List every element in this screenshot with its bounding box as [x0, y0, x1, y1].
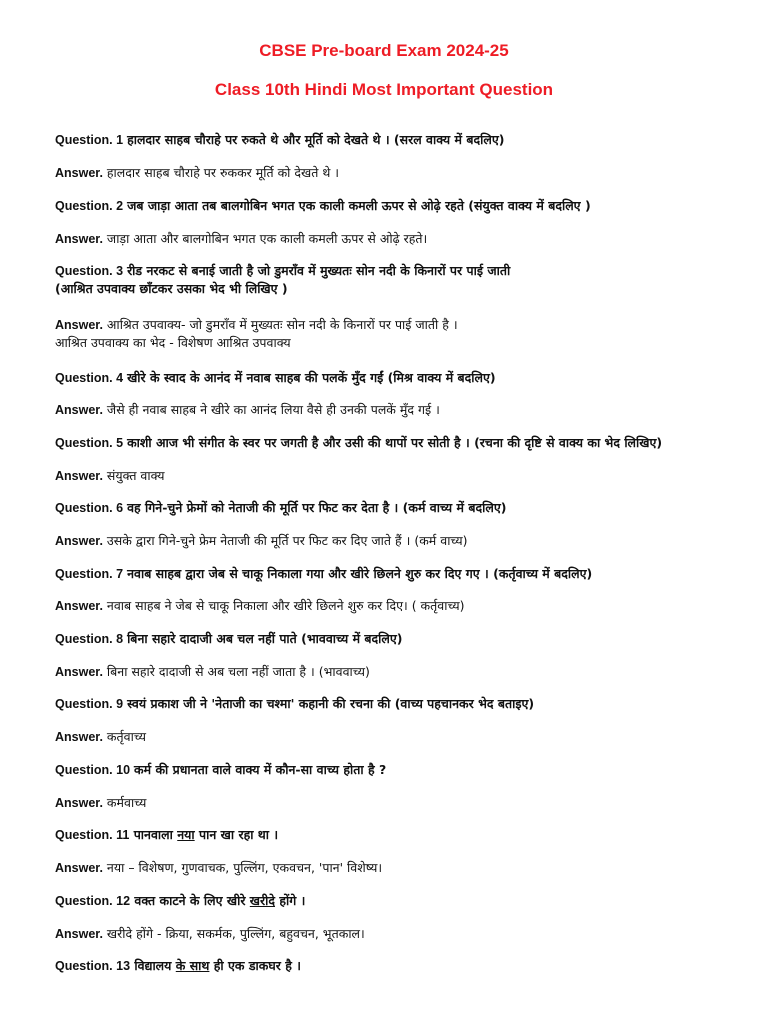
question-label: Question. 10	[55, 763, 131, 777]
question-text: वह गिने-चुने फ्रेमों को नेताजी की मूर्ति पर फिट कर देता है । (कर्म वाच्य में बदलिए)	[127, 500, 507, 515]
question-label: Question. 7	[55, 567, 124, 581]
question-text-end: पान खा रहा था ।	[194, 827, 279, 842]
question-7	[55, 565, 745, 583]
question-12	[55, 892, 745, 910]
question-10	[55, 761, 745, 779]
answer-text: कर्मवाच्य	[106, 795, 147, 810]
answer-text: उसके द्वारा गिने-चुने फ्रेम नेताजी की मूर्ति पर फिट कर दिए जाते हैं । (कर्म वाच्य)	[106, 533, 468, 548]
answer-label: Answer.	[55, 599, 103, 613]
answer-6	[55, 532, 745, 550]
answer-2	[55, 230, 745, 248]
answer-8	[55, 663, 745, 681]
question-label: Question. 6	[55, 501, 124, 515]
question-label: Question. 11	[55, 828, 130, 842]
question-text-end: ही एक डाकघर है ।	[209, 958, 301, 973]
question-label: Question. 13	[55, 959, 131, 973]
answer-text: बिना सहारे दादाजी से अब चला नहीं जाता है । (भाववाच्य)	[106, 664, 370, 679]
question-label: Question. 9	[55, 697, 124, 711]
answer-10	[55, 794, 745, 812]
answer-label: Answer.	[55, 166, 103, 180]
answer-label: Answer.	[55, 318, 103, 332]
answer-9	[55, 728, 745, 746]
page-title: CBSE Pre-board Exam 2024-25	[259, 41, 509, 60]
question-1	[55, 131, 745, 149]
answer-5	[55, 467, 745, 485]
question-text: जब जाड़ा आता तब बालगोबिन भगत एक काली कमली ऊपर से ओढ़े रहते (संयुक्त वाक्य में बदलिए )	[127, 198, 591, 213]
answer-label: Answer.	[55, 796, 103, 810]
question-text-start: पानवाला	[129, 827, 178, 842]
question-text-end: होंगे ।	[275, 893, 306, 908]
question-label: Question. 8	[55, 632, 124, 646]
answer-12	[55, 925, 745, 943]
question-4	[55, 369, 745, 387]
question-label: Question. 4	[55, 371, 124, 385]
question-text: स्वयं प्रकाश जी ने 'नेताजी का चश्मा' कहानी की रचना की (वाच्य पहचानकर भेद बताइए)	[127, 696, 535, 711]
question-text: रीड नरकट से बनाई जाती है जो डुमराँव में मुख्यतः सोन नदी के किनारों पर पाई जाती	[127, 263, 511, 278]
answer-label: Answer.	[55, 469, 103, 483]
question-13	[55, 957, 745, 975]
answer-text: जाड़ा आता और बालगोबिन भगत एक काली कमली ऊपर से ओढ़े रहते।	[106, 231, 428, 246]
underlined-word: खरीदे	[249, 893, 276, 908]
answer-label: Answer.	[55, 665, 103, 679]
page-subtitle: Class 10th Hindi Most Important Question	[214, 80, 554, 99]
answer-label: Answer.	[55, 403, 103, 417]
question-2	[55, 197, 745, 215]
answer-text: खरीदे होंगे - क्रिया, सकर्मक, पुल्लिंग, बहुवचन, भूतकाल।	[106, 926, 365, 941]
question-text-start: वक्त काटने के लिए खीरे	[130, 893, 250, 908]
question-9	[55, 695, 745, 713]
answer-text: संयुक्त वाक्य	[106, 468, 165, 483]
answer-label: Answer.	[55, 730, 103, 744]
question-text: हालदार साहब चौराहे पर रुकते थे और मूर्ति को देखते थे । (सरल वाक्य में बदलिए)	[127, 132, 505, 147]
question-text: कर्म की प्रधानता वाले वाक्य में कौन-सा वाच्य होता है ?	[134, 762, 387, 777]
question-8	[55, 630, 745, 648]
question-11	[55, 826, 745, 844]
question-text-line-2: (आश्रित उपवाक्य छाँटकर उसका भेद भी लिखिए )	[55, 281, 288, 296]
answer-label: Answer.	[55, 927, 103, 941]
answer-11	[55, 859, 745, 877]
question-label: Question. 12	[55, 894, 131, 908]
answer-text: नया – विशेषण, गुणवाचक, पुल्लिंग, एकवचन, 'पान' विशेष्य।	[106, 860, 383, 875]
question-label: Question. 1	[55, 133, 124, 147]
underlined-word: नया	[177, 827, 195, 842]
question-text-start: विद्यालय	[130, 958, 176, 973]
question-5	[55, 434, 745, 452]
question-6	[55, 499, 745, 517]
question-text: बिना सहारे दादाजी अब चल नहीं पाते (भाववाच्य में बदलिए)	[127, 631, 403, 646]
answer-4	[55, 401, 745, 419]
answer-1	[55, 164, 745, 182]
answer-text: आश्रित उपवाक्य- जो डुमराँव में मुख्यतः सोन नदी के किनारों पर पाई जाती है ।	[106, 317, 458, 332]
answer-text: नवाब साहब ने जेब से चाकू निकाला और खीरे छिलने शुरु कर दिए। ( कर्तृवाच्य)	[106, 598, 465, 613]
answer-label: Answer.	[55, 232, 103, 246]
question-text: खीरे के स्वाद के आनंद में नवाब साहब की पलकें मुँद गईं (मिश्र वाक्य में बदलिए)	[127, 370, 496, 385]
question-label: Question. 3	[55, 264, 124, 278]
question-3	[55, 262, 745, 298]
answer-text: जैसे ही नवाब साहब ने खीरे का आनंद लिया वैसे ही उनकी पलकें मुँद गई ।	[106, 402, 440, 417]
answer-7	[55, 597, 745, 615]
question-label: Question. 2	[55, 199, 124, 213]
question-label: Question. 5	[55, 436, 124, 450]
answer-text-line-2: आश्रित उपवाक्य का भेद - विशेषण आश्रित उपवाक्य	[55, 335, 291, 350]
answer-3	[55, 316, 745, 352]
underlined-word: के साथ	[175, 958, 210, 973]
question-text: काशी आज भी संगीत के स्वर पर जगती है और उसी की थापों पर सोती है । (रचना की दृष्टि से वाक्य का भेद लिखिए)	[127, 435, 663, 450]
answer-text: कर्तृवाच्य	[106, 729, 147, 744]
answer-label: Answer.	[55, 861, 103, 875]
answer-label: Answer.	[55, 534, 103, 548]
answer-text: हालदार साहब चौराहे पर रुककर मूर्ति को देखते थे ।	[106, 165, 340, 180]
question-text: नवाब साहब द्वारा जेब से चाकू निकाला गया और खीरे छिलने शुरु कर दिए गए । (कर्तृवाच्य में बदलिए)	[127, 566, 593, 581]
